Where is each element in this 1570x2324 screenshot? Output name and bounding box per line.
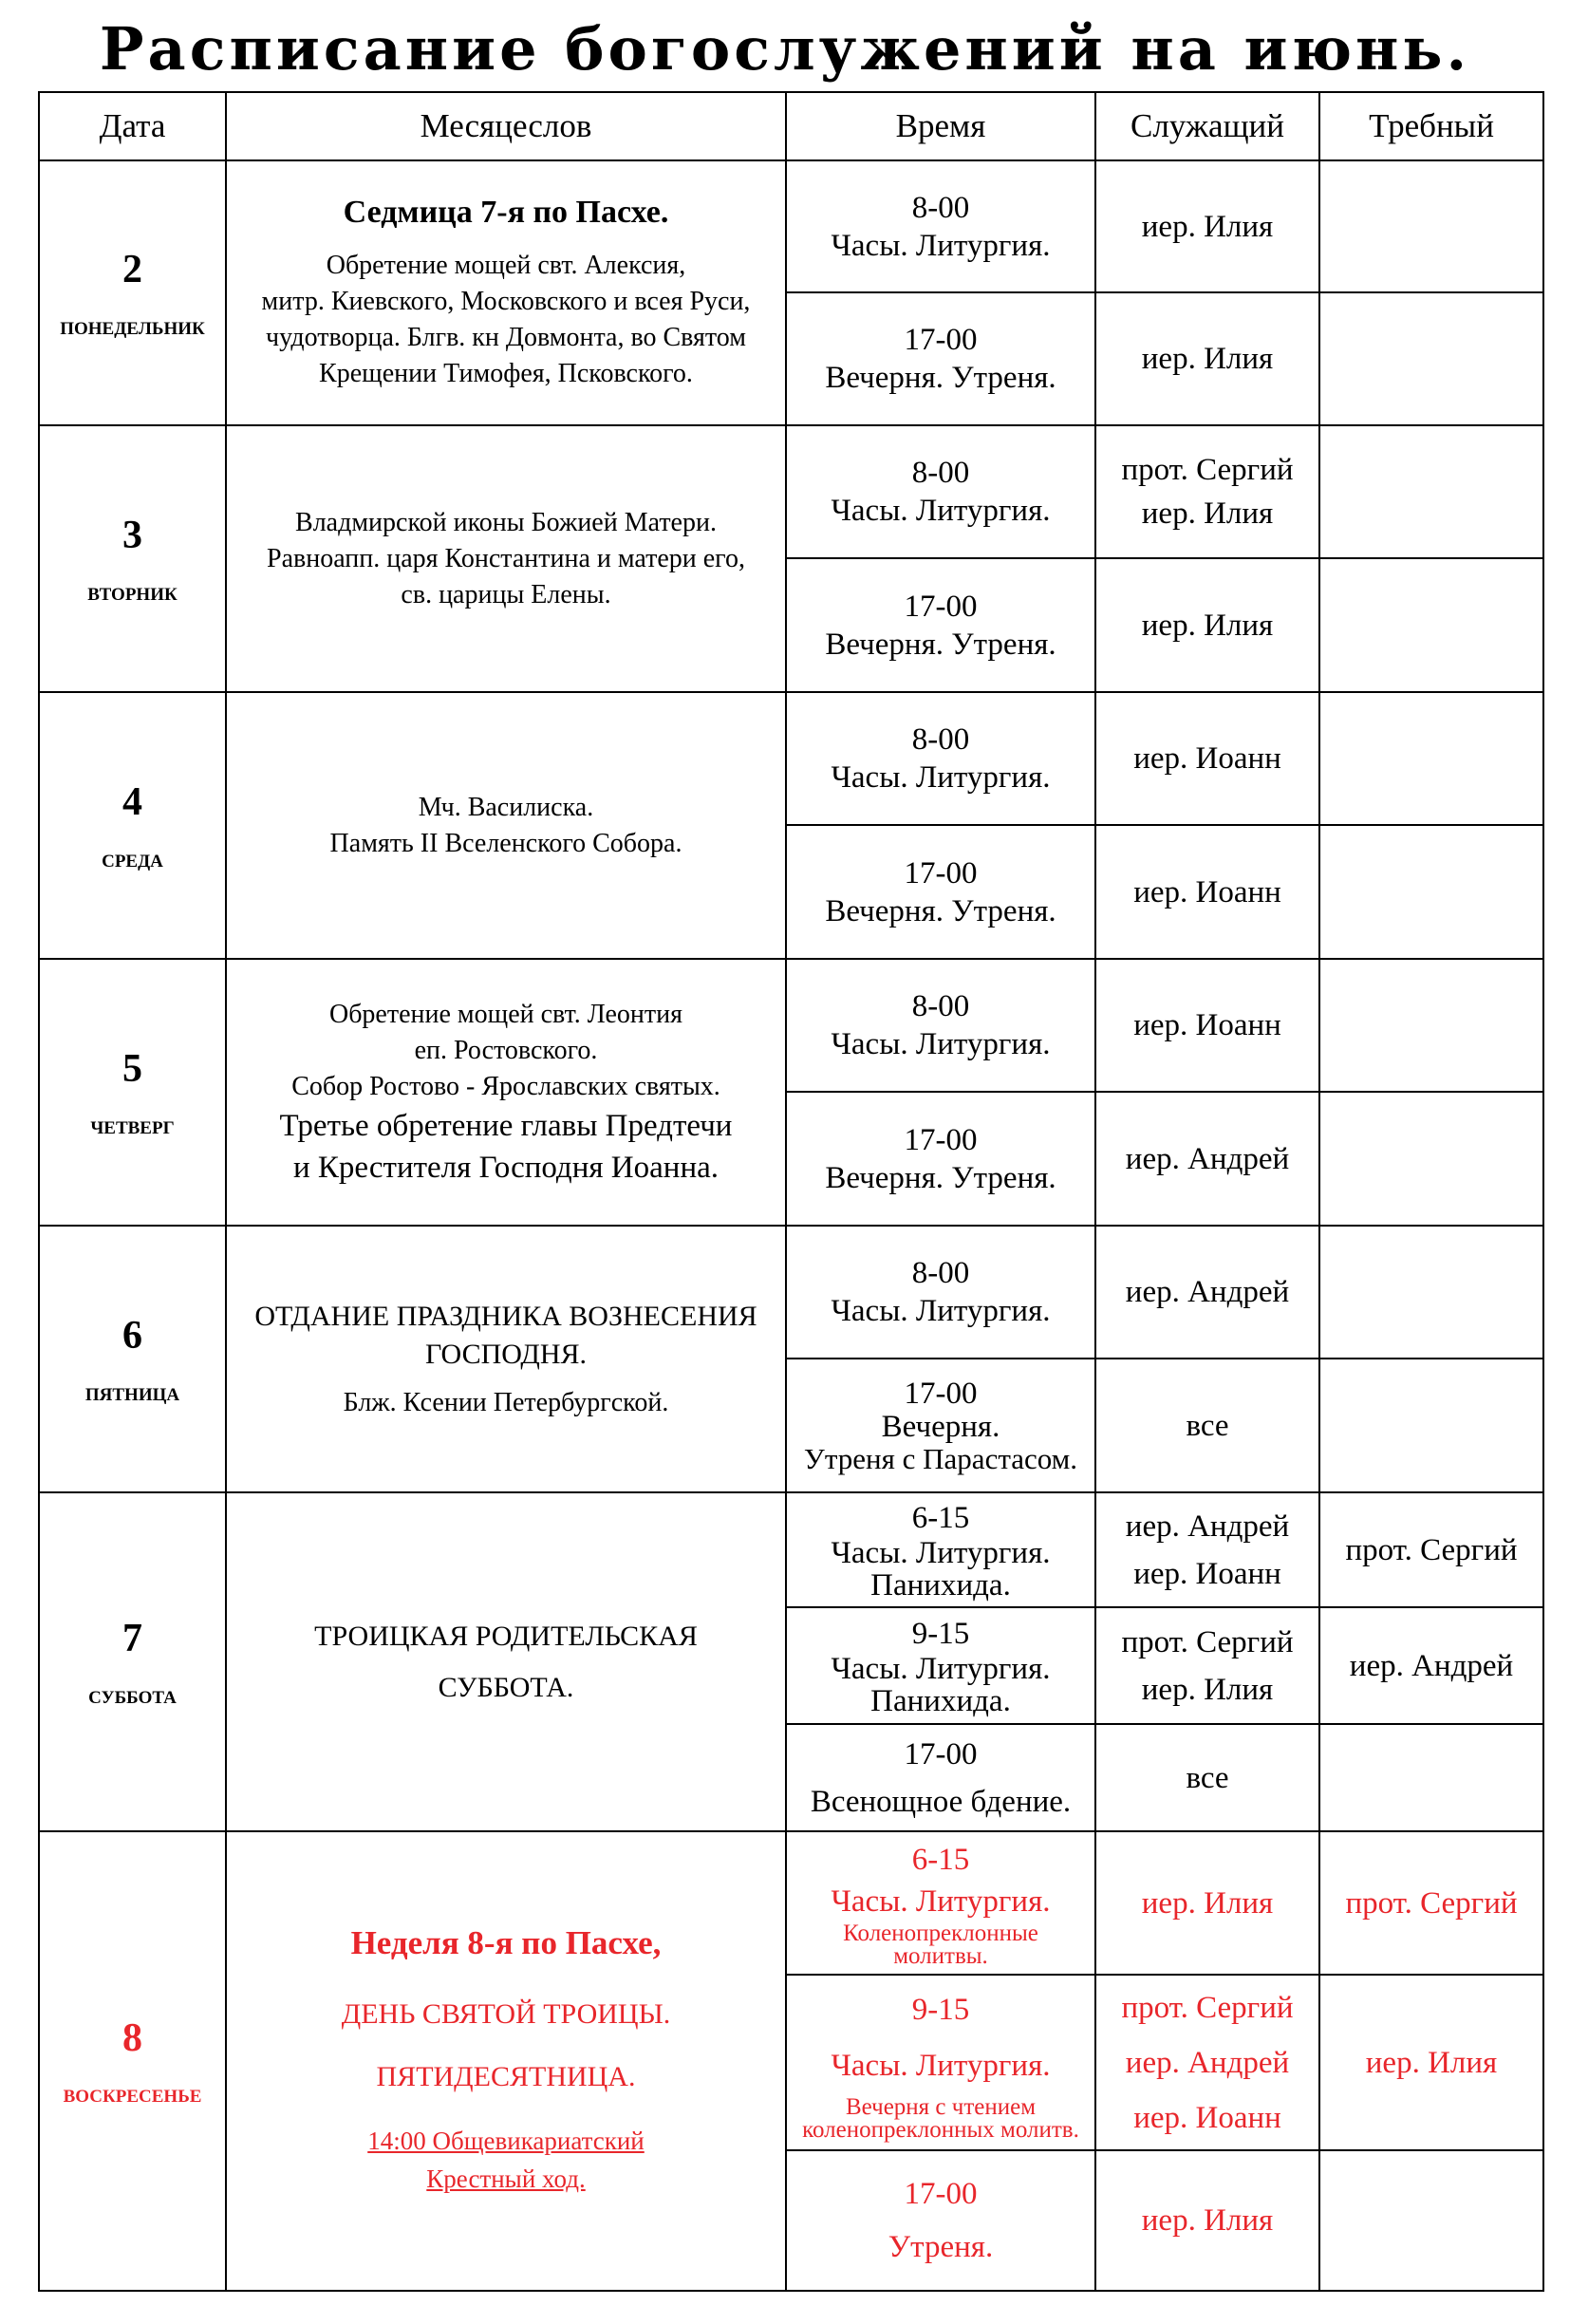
service-time: 8-00 [911, 989, 970, 1023]
menologion-line: митр. Киевского, Московского и всея Руси, [261, 286, 751, 316]
menologion-line: и Крестителя Господня Иоанна. [292, 1150, 719, 1185]
service-name: Часы. Литургия. [831, 228, 1051, 263]
page-title: Расписание богослужений на июнь. [99, 14, 1471, 84]
time-cell [786, 1975, 1095, 2150]
header-menologion: Месяцеслов [226, 92, 786, 160]
requests-cell [1319, 692, 1543, 825]
table-row [39, 692, 1543, 825]
requests-cell [1319, 1607, 1543, 1724]
clergy-cell [1095, 292, 1319, 425]
clergy-name: прот. Сергий [1121, 1990, 1294, 2025]
menologion-cell [226, 692, 786, 959]
time-cell [786, 425, 1095, 558]
requests-cell [1319, 558, 1543, 692]
clergy-name: прот. Сергий [1121, 1624, 1294, 1659]
menologion-line: еп. Ростовского. [414, 1035, 598, 1065]
service-name: Вечерня. [881, 1409, 1000, 1444]
menologion-line: Собор Ростово - Ярославских святых. [291, 1071, 720, 1101]
service-time: 6-15 [911, 1500, 970, 1535]
service-time: 17-00 [904, 855, 978, 890]
clergy-name: все [1186, 1408, 1229, 1443]
day-number: 3 [122, 514, 142, 558]
service-note: молитвы. [893, 1942, 988, 1969]
clergy-name: иер. Андрей [1125, 1509, 1290, 1544]
service-name: Вечерня. Утреня. [825, 1160, 1056, 1195]
service-time: 8-00 [911, 190, 970, 225]
menologion-cell [226, 959, 786, 1226]
week-heading: Седмица 7-я по Пасхе. [343, 194, 669, 230]
service-time: 8-00 [911, 456, 970, 490]
menologion-cell [226, 1492, 786, 1831]
menologion-line: св. царицы Елены. [401, 579, 611, 609]
menologion-line: Равноапп. царя Константина и матери его, [267, 543, 745, 573]
time-cell [786, 292, 1095, 425]
service-name: Утреня. [888, 2230, 994, 2264]
clergy-name: иер. Иоанн [1133, 741, 1281, 776]
clergy-name: прот. Сергий [1121, 453, 1294, 487]
requests-cell [1319, 1975, 1543, 2150]
day-number: 8 [122, 2015, 142, 2060]
requests-cell [1319, 2150, 1543, 2291]
service-note: коленопреклонных молитв. [802, 2116, 1079, 2143]
service-note: Вечерня с чтением [845, 2093, 1037, 2120]
menologion-line: Обретение мощей свт. Леонтия [328, 999, 683, 1029]
time-cell [786, 2150, 1095, 2291]
requests-cell [1319, 1492, 1543, 1607]
service-name: Часы. Литургия. [831, 1651, 1051, 1686]
clergy-cell [1095, 1492, 1319, 1607]
service-time: 8-00 [911, 1256, 970, 1290]
weekday: СРЕДА [102, 851, 163, 872]
clergy-name: иер. Илия [1141, 497, 1274, 531]
time-cell [786, 692, 1095, 825]
menologion-line: СУББОТА. [438, 1671, 574, 1703]
date-cell [39, 1831, 226, 2291]
service-name: Панихида. [870, 1567, 1011, 1602]
requests-cell [1319, 1226, 1543, 1359]
requests-name: прот. Сергий [1345, 1885, 1518, 1921]
clergy-name: иер. Иоанн [1133, 2100, 1281, 2135]
time-cell [786, 1724, 1095, 1831]
clergy-name: иер. Иоанн [1133, 1008, 1281, 1042]
service-name: Всенощное бдение. [810, 1784, 1072, 1819]
time-cell [786, 160, 1095, 292]
requests-name: прот. Сергий [1345, 1532, 1518, 1567]
clergy-name: иер. Иоанн [1133, 874, 1281, 909]
day-number: 6 [122, 1314, 142, 1359]
menologion-cell [226, 1831, 786, 2291]
header-clergy: Служащий [1095, 92, 1319, 160]
day-number: 2 [122, 248, 142, 292]
weekday: ЧЕТВЕРГ [90, 1117, 175, 1138]
menologion-line: ДЕНЬ СВЯТОЙ ТРОИЦЫ. [341, 1998, 671, 2030]
clergy-cell [1095, 1226, 1319, 1359]
weekday: СУББОТА [88, 1687, 177, 1708]
menologion-line: Мч. Василиска. [418, 792, 594, 822]
requests-cell [1319, 1092, 1543, 1226]
time-cell [786, 1226, 1095, 1359]
clergy-name: все [1186, 1760, 1229, 1795]
time-cell [786, 558, 1095, 692]
requests-cell [1319, 160, 1543, 292]
day-number: 5 [122, 1047, 142, 1092]
weekday: ПОНЕДЕЛЬНИК [60, 318, 205, 339]
menologion-cell [226, 425, 786, 692]
clergy-cell [1095, 1359, 1319, 1492]
service-time: 9-15 [911, 1616, 970, 1651]
menologion-line: ГОСПОДНЯ. [424, 1338, 588, 1370]
service-time: 17-00 [904, 1376, 978, 1411]
table-row [39, 1226, 1543, 1359]
date-cell [39, 959, 226, 1226]
clergy-cell [1095, 1607, 1319, 1724]
service-name: Часы. Литургия. [831, 494, 1051, 528]
clergy-cell [1095, 1092, 1319, 1226]
menologion-line: Крещении Тимофея, Псковского. [319, 358, 693, 388]
table-row [39, 959, 1543, 1092]
service-time: 17-00 [904, 2177, 978, 2211]
header-date: Дата [39, 92, 226, 160]
date-cell [39, 1226, 226, 1492]
weekday: ВТОРНИК [87, 584, 178, 605]
schedule-table [38, 91, 1544, 2292]
requests-cell [1319, 959, 1543, 1092]
service-name: Утреня с Парастасом. [803, 1441, 1078, 1475]
service-time: 17-00 [904, 589, 978, 624]
clergy-name: иер. Илия [1141, 1672, 1274, 1707]
service-name: Часы. Литургия. [831, 760, 1051, 795]
clergy-cell [1095, 692, 1319, 825]
time-cell [786, 959, 1095, 1092]
weekday: ВОСКРЕСЕНЬЕ [63, 2087, 202, 2108]
clergy-cell [1095, 160, 1319, 292]
menologion-line: Обретение мощей свт. Алексия, [326, 250, 686, 280]
service-name: Часы. Литургия. [831, 2048, 1051, 2083]
table-row [39, 1492, 1543, 1607]
service-name: Часы. Литургия. [831, 1535, 1051, 1570]
clergy-cell [1095, 2150, 1319, 2291]
menologion-line: Память II Вселенского Собора. [329, 828, 682, 858]
table-row [39, 425, 1543, 558]
clergy-name: иер. Илия [1141, 342, 1274, 376]
requests-cell [1319, 425, 1543, 558]
clergy-cell [1095, 1831, 1319, 1975]
service-time: 17-00 [904, 323, 978, 357]
week-heading: Неделя 8-я по Пасхе, [350, 1924, 662, 1961]
menologion-line: ТРОИЦКАЯ РОДИТЕЛЬСКАЯ [314, 1620, 698, 1652]
requests-name: иер. Андрей [1349, 1648, 1514, 1683]
time-cell [786, 825, 1095, 959]
clergy-cell [1095, 1975, 1319, 2150]
menologion-line: чудотворца. Блгв. кн Довмонта, во Святом [266, 322, 746, 352]
service-time: 17-00 [904, 1122, 978, 1157]
clergy-cell [1095, 825, 1319, 959]
service-time: 9-15 [911, 1992, 970, 2027]
clergy-cell [1095, 1724, 1319, 1831]
clergy-name: иер. Илия [1141, 608, 1274, 643]
time-cell [786, 1092, 1095, 1226]
header-time: Время [786, 92, 1095, 160]
service-time: 8-00 [911, 722, 970, 757]
clergy-name: иер. Илия [1141, 2203, 1274, 2238]
date-cell [39, 425, 226, 692]
day-number: 4 [122, 780, 142, 825]
clergy-name: иер. Иоанн [1133, 1556, 1281, 1591]
service-name: Часы. Литургия. [831, 1027, 1051, 1061]
date-cell [39, 1492, 226, 1831]
menologion-line: Блж. Ксении Петербургской. [343, 1387, 669, 1417]
clergy-name: иер. Андрей [1125, 1275, 1290, 1309]
day-number: 7 [122, 1617, 142, 1661]
clergy-name: иер. Андрей [1125, 2045, 1290, 2080]
clergy-cell [1095, 425, 1319, 558]
clergy-cell [1095, 558, 1319, 692]
clergy-cell [1095, 959, 1319, 1092]
procession-note: 14:00 Общевикариатский [367, 2127, 645, 2155]
requests-cell [1319, 1724, 1543, 1831]
service-name: Панихида. [870, 1683, 1011, 1718]
clergy-name: иер. Илия [1141, 209, 1274, 244]
time-cell [786, 1492, 1095, 1607]
service-name: Вечерня. Утреня. [825, 893, 1056, 928]
time-cell [786, 1831, 1095, 1975]
service-time: 17-00 [904, 1736, 978, 1771]
requests-name: иер. Илия [1365, 2045, 1498, 2080]
requests-cell [1319, 1359, 1543, 1492]
service-name: Вечерня. Утреня. [825, 361, 1056, 395]
table-row [39, 1831, 1543, 1975]
service-time: 6-15 [911, 1842, 970, 1877]
clergy-name: иер. Андрей [1125, 1141, 1290, 1176]
menologion-line: Третье обретение главы Предтечи [279, 1108, 733, 1143]
table-row [39, 160, 1543, 292]
weekday: ПЯТНИЦА [84, 1384, 180, 1405]
date-cell [39, 160, 226, 425]
header-row [39, 92, 1543, 160]
requests-cell [1319, 292, 1543, 425]
service-name: Часы. Литургия. [831, 1884, 1051, 1919]
service-note: Коленопреклонные [843, 1920, 1038, 1946]
menologion-cell [226, 1226, 786, 1492]
time-cell [786, 1607, 1095, 1724]
requests-cell [1319, 1831, 1543, 1975]
menologion-line: Владмирской иконы Божией Матери. [295, 507, 717, 537]
service-name: Вечерня. Утреня. [825, 627, 1056, 662]
menologion-line: ПЯТИДЕСЯТНИЦА. [376, 2061, 636, 2092]
procession-note: Крестный ход. [426, 2165, 586, 2193]
menologion-cell [226, 160, 786, 425]
menologion-line: ОТДАНИЕ ПРАЗДНИКА ВОЗНЕСЕНИЯ [254, 1300, 757, 1332]
time-cell [786, 1359, 1095, 1492]
requests-cell [1319, 825, 1543, 959]
service-name: Часы. Литургия. [831, 1294, 1051, 1328]
date-cell [39, 692, 226, 959]
clergy-name: иер. Илия [1141, 1885, 1274, 1921]
header-requests: Требный [1319, 92, 1543, 160]
